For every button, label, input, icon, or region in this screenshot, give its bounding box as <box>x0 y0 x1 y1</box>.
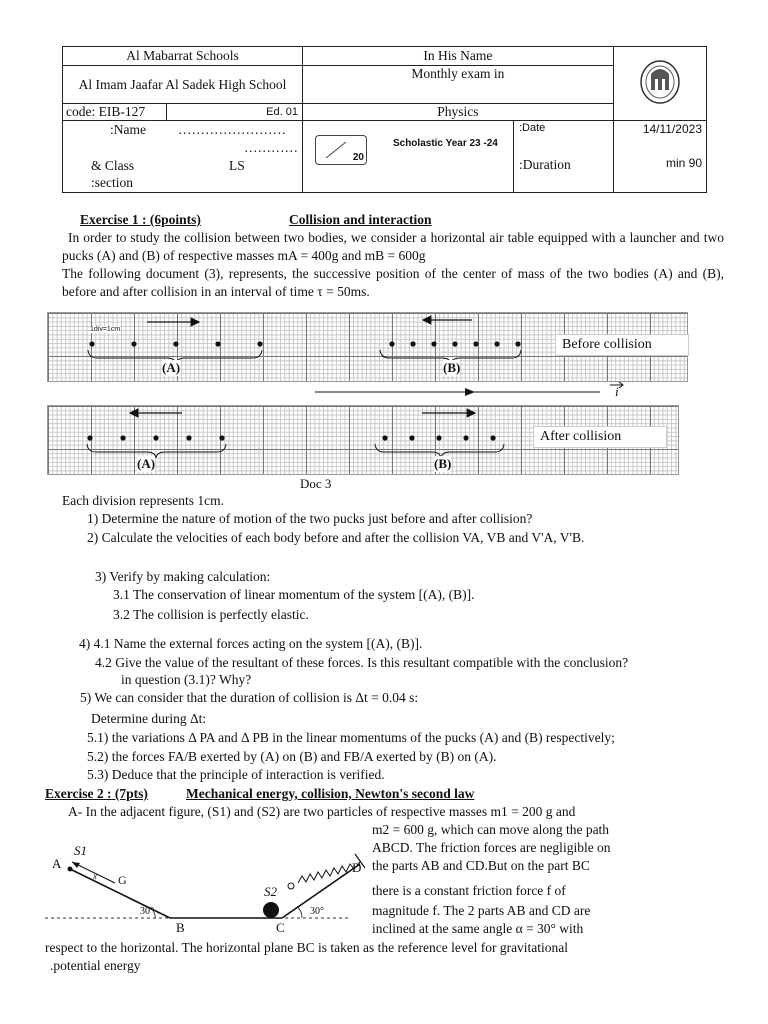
doc-caption: Doc 3 <box>300 476 332 491</box>
question-5-1: 5.1) the variations Δ PA and Δ PB in the linear momentums of the pucks (A) and (B) respectively; <box>87 730 615 745</box>
puck-b-before-positions <box>389 341 520 346</box>
name-dots-2[interactable]: ………… <box>244 140 298 155</box>
label-angle-right: 30° <box>310 906 324 917</box>
question-3-2: 3.2 The collision is perfectly elastic. <box>113 607 309 622</box>
date-label: :Date <box>518 122 546 134</box>
label-a: A <box>52 856 62 871</box>
label-x: x <box>93 871 97 881</box>
label-a-before: (A) <box>162 360 181 375</box>
division-note: Each division represents 1cm. <box>62 493 224 508</box>
grade-cell <box>302 121 613 193</box>
puck-a-position <box>215 341 220 346</box>
puck-b-position <box>473 341 478 346</box>
puck-b-position <box>409 435 414 440</box>
exercise2-a-line6: magnitude f. The 2 parts AB and CD are <box>372 903 591 918</box>
name-label: :Name <box>110 122 146 137</box>
label-b: B <box>176 920 185 935</box>
question-5-intro: Determine during Δt: <box>91 711 207 726</box>
question-4-2: 4.2 Give the value of the resultant of these forces. Is this resultant compatible with the conclusion? <box>95 655 629 670</box>
puck-a-position <box>257 341 262 346</box>
label-b-after: (B) <box>434 456 452 471</box>
exercise2-a-line8: respect to the horizontal. The horizontal plane BC is taken as the reference level for gravitational <box>45 940 569 955</box>
exercise1-doc-text: The following document (3), represents, the successive position of the center of mass of the two bodies (A) and (B), before and after collision in an interval of time τ = 50ms. <box>62 266 724 299</box>
label-a-after: (A) <box>137 456 156 471</box>
puck-a-position <box>131 341 136 346</box>
exercise2-title: Exercise 2 : (7pts) <box>45 786 148 801</box>
name-dots[interactable]: …………………… <box>178 122 286 137</box>
label-g: G <box>118 873 127 887</box>
question-5-2: 5.2) the forces FA/B exerted by (A) on (B) and FB/A exerted by (B) on (A). <box>87 749 497 764</box>
exercise2-a-line1: A- In the adjacent figure, (S1) and (S2) are two particles of respective masses m1 = 200 g and <box>68 804 576 819</box>
exam-type: Monthly exam in <box>302 66 613 104</box>
in-his-name: In His Name <box>302 47 613 66</box>
puck-a-after-brace <box>87 444 226 458</box>
right-angle-arc <box>297 907 302 918</box>
unit-vector-axis <box>300 382 630 404</box>
section-label: :section <box>91 175 133 190</box>
duration-label: :Duration <box>518 157 571 172</box>
puck-a-position <box>219 435 224 440</box>
grade-box <box>315 135 367 165</box>
question-1: 1) Determine the nature of motion of the two pucks just before and after collision? <box>87 511 533 526</box>
after-collision-label: After collision <box>533 426 667 448</box>
class-value: LS <box>229 158 245 173</box>
incline-path-figure <box>40 836 370 936</box>
school-logo <box>613 47 706 121</box>
school-name: Al Mabarrat Schools <box>63 47 303 66</box>
puck-b-position <box>515 341 520 346</box>
exercise2-a-line5: there is a constant friction force f of <box>372 883 566 898</box>
school-emblem-icon <box>638 58 682 106</box>
puck-b-position <box>382 435 387 440</box>
label-s1: S1 <box>74 843 87 858</box>
exercise2-a-line2: m2 = 600 g, which can move along the path <box>372 822 610 837</box>
puck-a-position <box>153 435 158 440</box>
exercise1-intro: In order to study the collision between two bodies, we consider a horizontal air table equipped with a launcher and two pucks (A) and (B) of respective masses mA = 400g and mB = 600g <box>62 230 724 263</box>
question-5-3: 5.3) Deduce that the principle of interaction is verified. <box>87 767 385 782</box>
question-3-1: 3.1 The conservation of linear momentum of the system [(A), (B)]. <box>113 587 475 602</box>
puck-b-position <box>389 341 394 346</box>
grade-total: 20 <box>352 152 364 163</box>
before-collision-diagram <box>47 312 686 380</box>
question-3: 3) Verify by making calculation: <box>95 569 271 584</box>
label-d: D <box>352 860 362 875</box>
puck-b-position <box>436 435 441 440</box>
exam-code: code: EIB-127 <box>63 104 167 120</box>
spring-end <box>288 883 294 889</box>
class-label: & Class <box>91 158 135 173</box>
exercise2-a-line3: ABCD. The friction forces are negligible on <box>372 840 611 855</box>
question-4-2-cont: in question (3.1)? Why? <box>121 672 252 687</box>
exercise1-title: Exercise 1 : (6points) <box>80 212 201 227</box>
student-info-cell <box>63 121 303 193</box>
puck-b-position <box>494 341 499 346</box>
scholastic-year: Scholastic Year 23 -24 <box>392 138 498 149</box>
code-cell <box>63 104 303 121</box>
exercise1-subtitle: Collision and interaction <box>289 212 432 227</box>
date-value: 14/11/2023 <box>642 122 702 136</box>
puck-a-position <box>120 435 125 440</box>
question-2: 2) Calculate the velocities of each body before and after the collision VA, VB and V'A, V'B. <box>87 530 585 545</box>
puck-b-position <box>410 341 415 346</box>
puck-b-position <box>490 435 495 440</box>
unit-vector-label: i <box>615 384 619 399</box>
before-collision-label: Before collision <box>555 334 689 356</box>
question-5: 5) We can consider that the duration of collision is Δt = 0.04 s: <box>80 690 419 705</box>
puck-b-position <box>452 341 457 346</box>
puck-b-after-positions <box>382 435 495 440</box>
edition: Ed. 01 <box>266 106 298 118</box>
exercise2-a-line4: the parts AB and CD.But on the part BC <box>372 858 590 873</box>
exercise2-a-line7: inclined at the same angle α = 30° with <box>372 921 584 936</box>
puck-b-position <box>431 341 436 346</box>
puck-a-after-positions <box>87 435 224 440</box>
puck-a-position <box>87 435 92 440</box>
puck-a-position <box>173 341 178 346</box>
exercise2-a-line9: .potential energy <box>50 958 141 973</box>
exam-header-table <box>62 46 707 193</box>
puck-a-position <box>89 341 94 346</box>
exercise2-subtitle: Mechanical energy, collision, Newton's second law <box>186 786 475 801</box>
particle-s1 <box>68 867 73 872</box>
date-duration-cell <box>613 121 706 193</box>
subject: Physics <box>302 104 613 121</box>
label-s2: S2 <box>264 884 277 899</box>
duration-value: min 90 <box>665 156 702 170</box>
label-c: C <box>276 920 285 935</box>
label-b-before: (B) <box>443 360 461 375</box>
puck-a-position <box>186 435 191 440</box>
spring-icon <box>298 862 360 883</box>
school-subname: Al Imam Jaafar Al Sadek High School <box>63 66 303 104</box>
question-4-1: 4) 4.1 Name the external forces acting on the system [(A), (B)]. <box>79 636 423 651</box>
particle-s2 <box>263 902 279 918</box>
puck-b-position <box>463 435 468 440</box>
puck-a-before-positions <box>89 341 262 346</box>
label-angle-left: 30° <box>140 906 154 917</box>
scale-label: 1div=1cm <box>90 326 121 333</box>
